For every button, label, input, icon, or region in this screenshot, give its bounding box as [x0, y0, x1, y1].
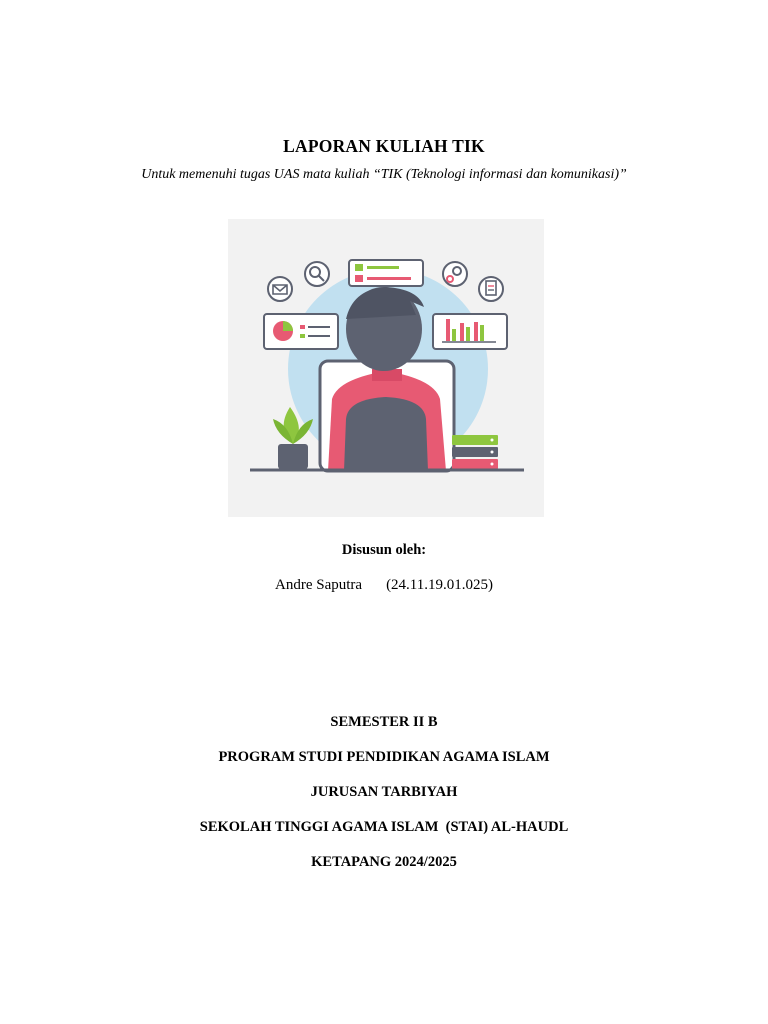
- study-program-line: PROGRAM STUDI PENDIDIKAN AGAMA ISLAM: [218, 749, 550, 765]
- department-line: JURUSAN TARBIYAH: [310, 784, 458, 800]
- author-line: [0, 577, 768, 594]
- semester-line: SEMESTER II B: [330, 714, 438, 730]
- author-name: Andre Saputra: [275, 577, 363, 593]
- compiled-by-label: Disusun oleh:: [341, 542, 427, 558]
- person-at-computer-illustration: [228, 219, 544, 517]
- city-year-line: KETAPANG 2024/2025: [311, 854, 457, 870]
- document-subtitle: Untuk memenuhi tugas UAS mata kuliah “TIK (Teknologi informasi dan komunikasi)”: [141, 167, 627, 182]
- school-name-line: SEKOLAH TINGGI AGAMA ISLAM (STAI) AL-HAUDL: [199, 819, 569, 835]
- document-title: LAPORAN KULIAH TIK: [283, 136, 485, 156]
- author-student-id: (24.11.19.01.025): [386, 577, 493, 593]
